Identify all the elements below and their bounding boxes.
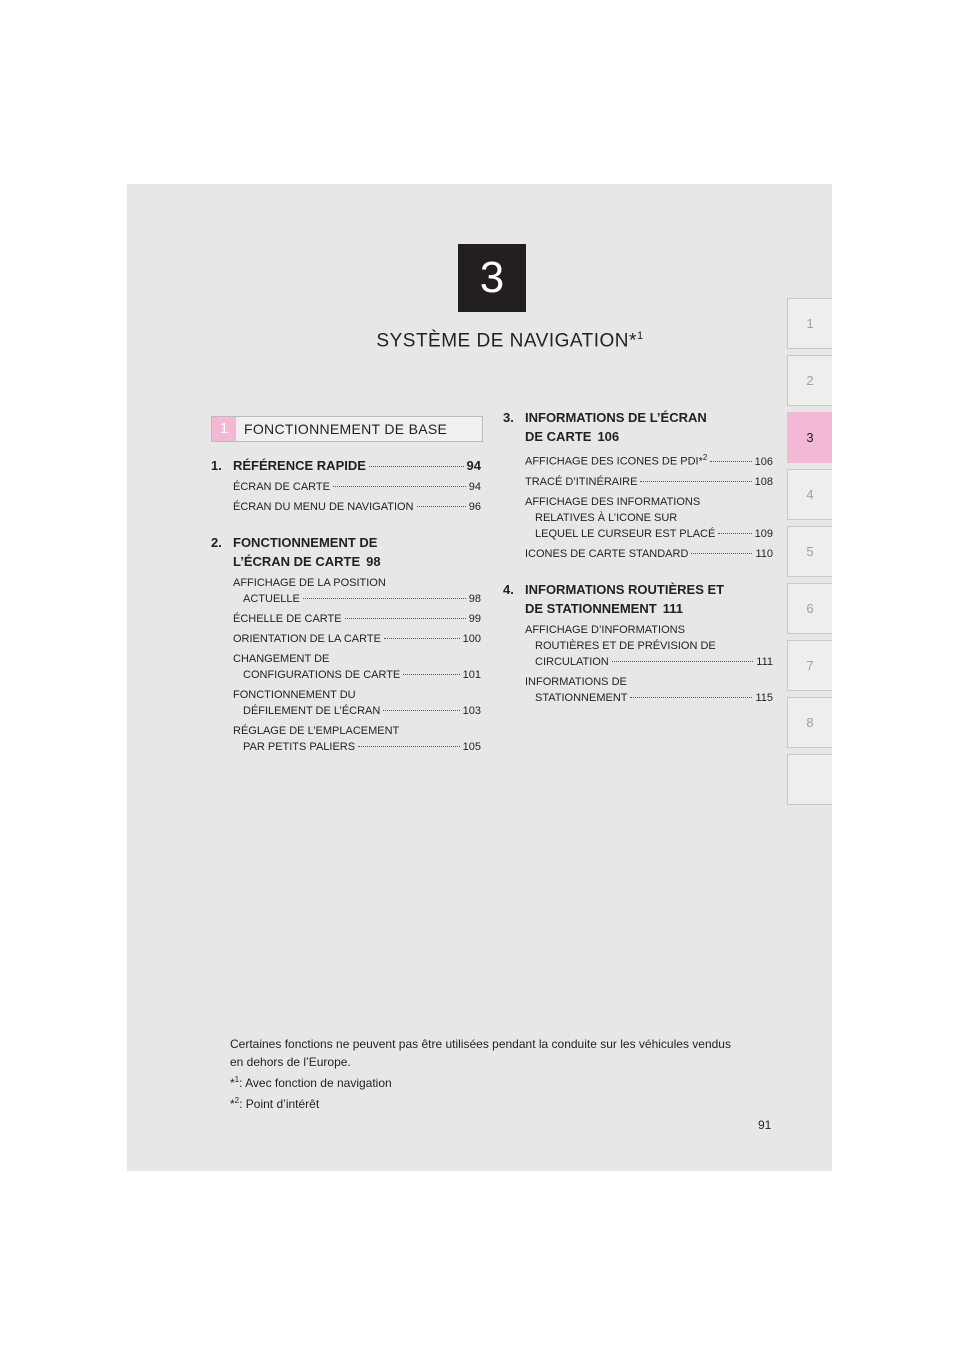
toc-subentry[interactable] — [503, 474, 773, 490]
subentry-text: CONFIGURATIONS DE CARTE — [243, 669, 401, 681]
section-label: FONCTIONNEMENT DE BASE — [244, 421, 448, 437]
toc-subentry[interactable] — [211, 631, 481, 647]
entry-page: 111 — [662, 600, 683, 616]
subentry-text: PAR PETITS PALIERS — [243, 741, 356, 753]
subentry-text: CIRCULATION — [535, 655, 609, 668]
subentry-text: INFORMATIONS DE — [525, 675, 627, 688]
entry-title-line1: RÉFÉRENCE RAPIDE — [233, 458, 366, 473]
entry-title-line1: FONCTIONNEMENT DE — [233, 535, 378, 550]
chapter-tab-8[interactable]: 8 — [787, 697, 832, 748]
chapter-title-sup: 1 — [636, 330, 644, 342]
entry-number: 1. — [211, 458, 222, 473]
subentry-sup: 2 — [702, 453, 708, 462]
entry-number: 2. — [211, 535, 222, 550]
chapter-title-text: SYSTÈME DE NAVIGATION* — [376, 330, 637, 352]
entry-title-line2: DE CARTE — [525, 429, 592, 444]
subentry-text: STATIONNEMENT — [535, 691, 628, 704]
subentry-text: ÉCHELLE DE CARTE — [233, 613, 342, 625]
toc-subentry[interactable] — [211, 611, 481, 627]
entry-page: 106 — [597, 429, 620, 444]
subentry-text: LEQUEL LE CURSEUR EST PLACÉ — [535, 527, 716, 540]
chapter-tabs — [787, 298, 832, 811]
chapter-title — [360, 330, 660, 352]
subentry-page: 106 — [754, 455, 773, 468]
subentry-page: 110 — [755, 547, 773, 560]
subentry-text: AFFICHAGE DES ICONES DE PDI* — [525, 455, 703, 468]
footnote-2-text: : Point d’intérêt — [239, 1097, 320, 1111]
toc-subentry[interactable] — [211, 499, 481, 515]
page-number: 91 — [758, 1118, 772, 1132]
toc-subentry[interactable] — [211, 651, 481, 683]
entry-title-line2: L’ÉCRAN DE CARTE — [233, 554, 361, 569]
subentry-text: ICONES DE CARTE STANDARD — [525, 547, 689, 560]
subentry-text: AFFICHAGE DES INFORMATIONS — [525, 495, 701, 508]
footnote-2 — [230, 1092, 740, 1113]
chapter-tab-9[interactable] — [787, 754, 832, 805]
footnote-2-mark: * — [230, 1097, 235, 1111]
subentry-text: CHANGEMENT DE — [233, 653, 330, 665]
chapter-tab-1[interactable]: 1 — [787, 298, 832, 349]
subentry-text: DÉFILEMENT DE L’ÉCRAN — [243, 705, 381, 717]
toc-entry — [503, 408, 773, 580]
toc-entry — [211, 533, 481, 773]
toc-subentry[interactable] — [503, 494, 773, 542]
entry-title-line1: INFORMATIONS ROUTIÈRES ET — [525, 581, 725, 597]
subentry-page: 99 — [468, 613, 481, 625]
chapter-tab-6[interactable]: 6 — [787, 583, 832, 634]
entry-number: 3. — [503, 410, 514, 425]
subentry-text: FONCTIONNEMENT DU — [233, 689, 356, 701]
entry-number: 4. — [503, 581, 514, 597]
subentry-text: ROUTIÈRES ET DE PRÉVISION DE — [535, 639, 716, 652]
subentry-page: 101 — [462, 669, 481, 681]
toc-subentry[interactable] — [211, 575, 481, 607]
toc-subentry[interactable] — [503, 622, 773, 670]
toc-subentry[interactable] — [503, 450, 773, 470]
chapter-tab-2[interactable]: 2 — [787, 355, 832, 406]
subentry-text: AFFICHAGE D’INFORMATIONS — [525, 623, 685, 636]
toc-entry — [503, 580, 773, 724]
toc-subentry[interactable] — [211, 687, 481, 719]
entry-title-line1: INFORMATIONS DE L’ÉCRAN — [525, 410, 707, 425]
entry-page: 94 — [466, 458, 481, 473]
footnote-1-mark: * — [230, 1076, 235, 1090]
subentry-page: 100 — [462, 633, 481, 645]
toc-subentry[interactable] — [211, 723, 481, 755]
subentry-page: 105 — [462, 741, 481, 753]
toc-column-right — [503, 408, 773, 724]
subentry-text: ACTUELLE — [243, 593, 300, 605]
subentry-text: TRACÉ D’ITINÉRAIRE — [525, 475, 638, 488]
chapter-number: 3 — [479, 253, 505, 302]
subentry-text: ORIENTATION DE LA CARTE — [233, 633, 381, 645]
chapter-tab-7[interactable]: 7 — [787, 640, 832, 691]
chapter-number-box — [458, 244, 526, 312]
subentry-text: RELATIVES À L’ICONE SUR — [535, 511, 678, 524]
subentry-text: AFFICHAGE DE LA POSITION — [233, 577, 386, 589]
footnote-2-sup: 2 — [234, 1096, 240, 1105]
toc-entry-title[interactable] — [503, 580, 773, 618]
section-number: 1 — [212, 417, 236, 441]
chapter-tab-4[interactable]: 4 — [787, 469, 832, 520]
toc-entry-title[interactable] — [211, 456, 481, 475]
toc-entry — [211, 456, 481, 533]
section-header — [211, 416, 483, 442]
toc-subentry[interactable] — [503, 546, 773, 562]
toc-entry-title[interactable] — [211, 533, 481, 571]
chapter-tab-3[interactable]: 3 — [787, 412, 832, 463]
subentry-page: 109 — [754, 527, 773, 540]
subentry-page: 115 — [755, 691, 773, 704]
footnote — [230, 1035, 740, 1113]
toc-column-left — [211, 456, 481, 773]
subentry-text: ÉCRAN DE CARTE — [233, 481, 330, 493]
entry-title-line2: DE STATIONNEMENT — [525, 600, 657, 616]
toc-subentry[interactable] — [503, 674, 773, 706]
subentry-page: 103 — [462, 705, 481, 717]
chapter-tab-5[interactable]: 5 — [787, 526, 832, 577]
toc-entry-title[interactable] — [503, 408, 773, 446]
entry-page: 98 — [366, 554, 381, 569]
subentry-page: 108 — [754, 475, 773, 488]
toc-subentry[interactable] — [211, 479, 481, 495]
subentry-page: 96 — [468, 501, 481, 513]
footnote-1-sup: 1 — [234, 1075, 240, 1084]
subentry-page: 94 — [468, 481, 481, 493]
footnote-1 — [230, 1071, 740, 1092]
subentry-text: ÉCRAN DU MENU DE NAVIGATION — [233, 501, 414, 513]
subentry-page: 98 — [468, 593, 481, 605]
footnote-1-text: : Avec fonction de navigation — [239, 1076, 392, 1090]
subentry-page: 111 — [756, 655, 773, 668]
subentry-text: RÉGLAGE DE L’EMPLACEMENT — [233, 725, 400, 737]
footnote-text: Certaines fonctions ne peuvent pas être utilisées pendant la conduite sur les véhicules vendus en dehors de l’Europe. — [230, 1037, 731, 1069]
